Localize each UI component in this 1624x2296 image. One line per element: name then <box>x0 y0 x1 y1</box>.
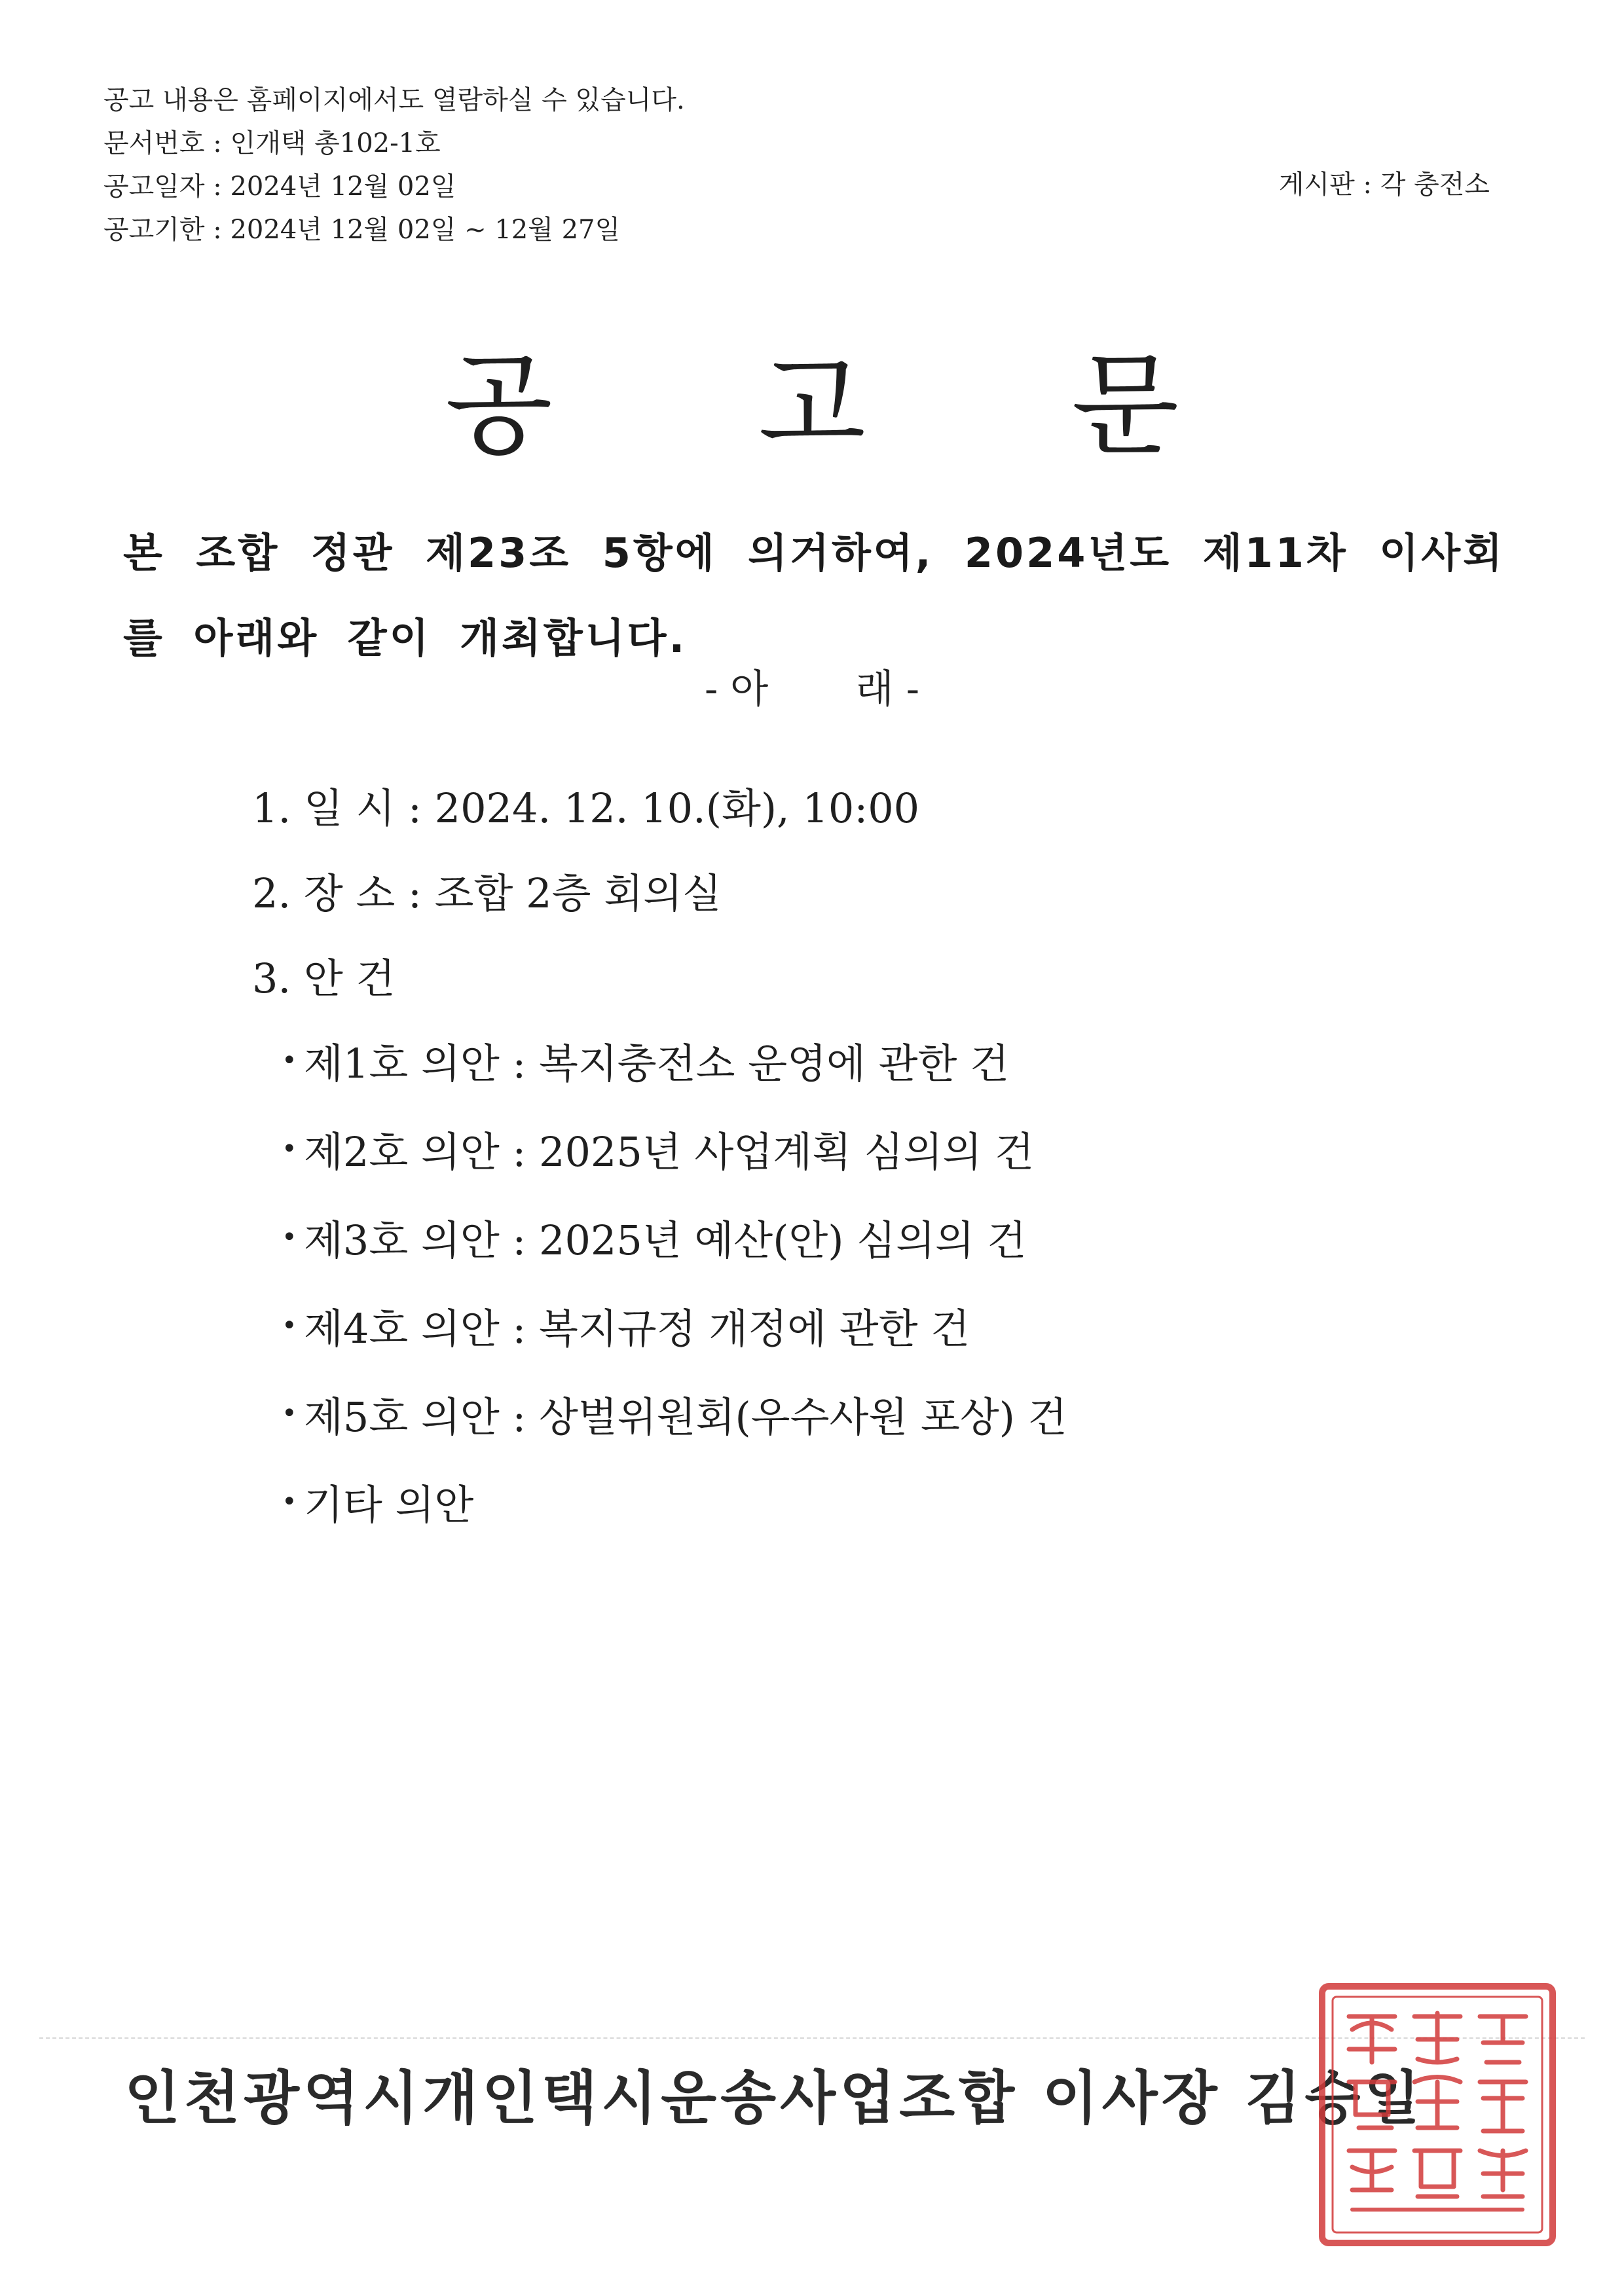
bullet-icon: • <box>282 1487 297 1518</box>
header-meta <box>103 79 685 251</box>
notice-date: 공고일자 : 2024년 12월 02일 <box>103 172 456 202</box>
agenda-item-text: 제4호 의안 : 복지규정 개정에 관한 건 <box>304 1304 970 1353</box>
bullet-icon: • <box>282 1045 297 1076</box>
notice-period: 공고기한 : 2024년 12월 02일 ~ 12월 27일 <box>103 215 621 245</box>
meeting-location: 2. 장 소 : 조합 2층 회의실 <box>252 869 722 917</box>
agenda-item-text: 제1호 의안 : 복지충전소 운영에 관한 건 <box>304 1040 1009 1087</box>
bullet-icon: • <box>282 1133 297 1164</box>
chairman-signature: 인천광역시개인택시운송사업조합 이사장 김승일 <box>124 2064 1424 2132</box>
agenda-item <box>282 1198 1067 1286</box>
meeting-agenda-heading: 3. 안 건 <box>252 955 396 1002</box>
agenda-item <box>282 1375 1067 1463</box>
meeting-datetime: 1. 일 시 : 2024. 12. 10.(화), 10:00 <box>252 784 920 832</box>
bulletin-board-target: 게시판 : 각 충전소 <box>1278 170 1490 200</box>
agenda-item-text: 제3호 의안 : 2025년 예산(안) 심의의 건 <box>304 1216 1027 1264</box>
bullet-icon: • <box>282 1398 297 1429</box>
agenda-item-text: 제2호 의안 : 2025년 사업계획 심의의 건 <box>304 1127 1034 1176</box>
meeting-details <box>252 766 919 1021</box>
agenda-item <box>282 1463 1067 1551</box>
agenda-list <box>282 1021 1067 1551</box>
official-seal-icon <box>1313 1977 1562 2252</box>
bullet-icon: • <box>282 1222 297 1252</box>
homepage-notice-line: 공고 내용은 홈페이지에서도 열람하실 수 있습니다. <box>103 85 685 115</box>
document-number: 문서번호 : 인개택 총102-1호 <box>103 128 441 158</box>
page-title: 공 고 문 <box>445 341 1264 471</box>
agenda-item <box>282 1021 1067 1110</box>
bullet-icon: • <box>282 1310 297 1341</box>
agenda-item <box>282 1110 1067 1198</box>
agenda-item-text: 기타 의안 <box>304 1481 474 1529</box>
agenda-item-text: 제5호 의안 : 상벌위원회(우수사원 포상) 건 <box>304 1393 1067 1441</box>
agenda-item <box>282 1286 1067 1375</box>
below-marker: - 아 래 - <box>704 666 920 712</box>
intro-paragraph: 본 조합 정관 제23조 5항에 의거하여, 2024년도 제11차 이사회를 아래와 같이 개최합니다. <box>123 529 1505 662</box>
